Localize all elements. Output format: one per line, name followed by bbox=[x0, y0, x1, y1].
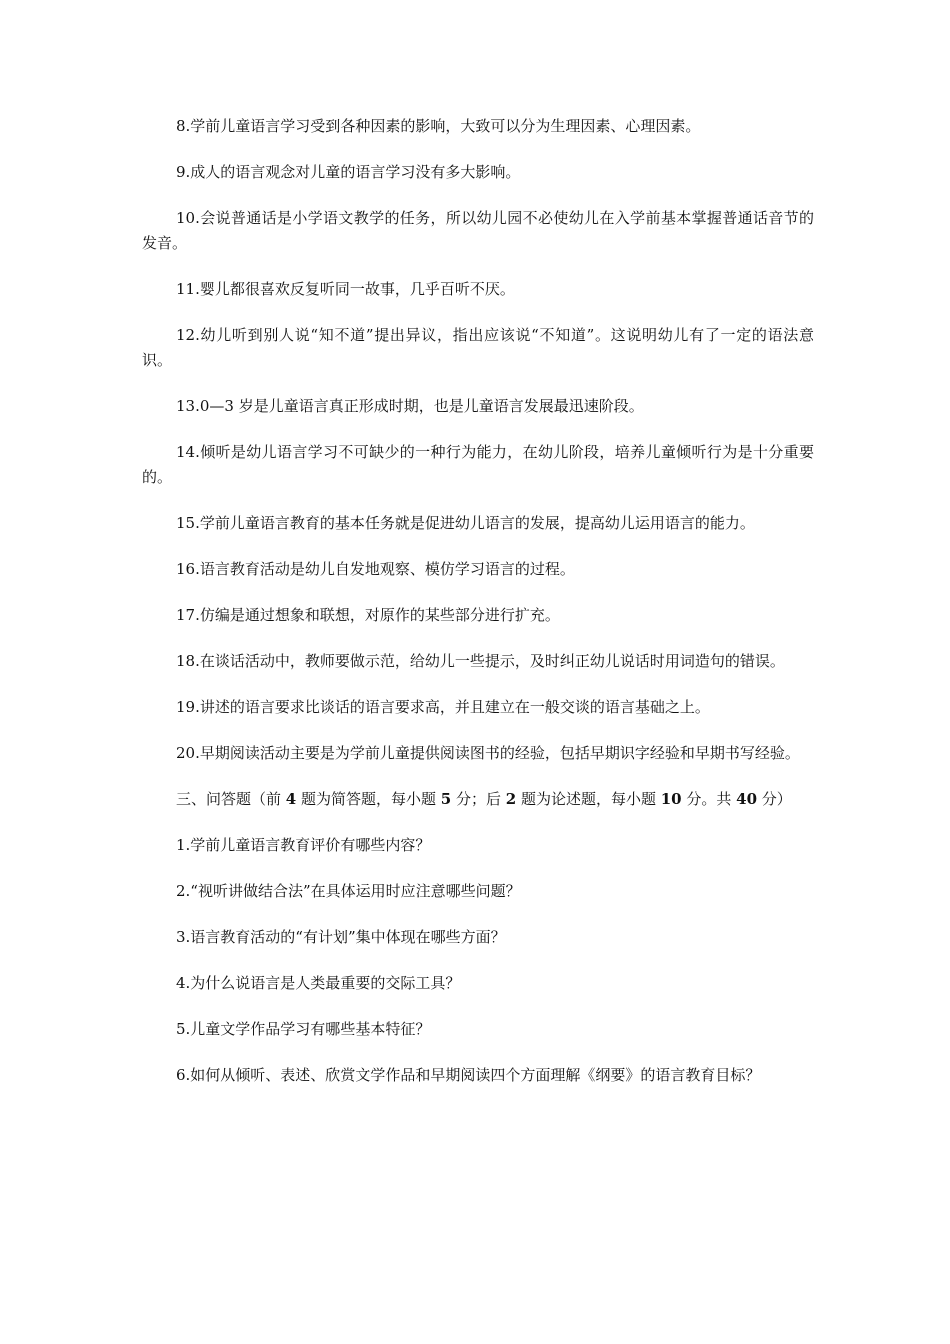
true-false-item-19: 19.讲述的语言要求比谈话的语言要求高，并且建立在一般交谈的语言基础之上。 bbox=[176, 698, 710, 716]
section-3-heading-text: 分；后 bbox=[451, 790, 506, 808]
true-false-item-11: 11.婴儿都很喜欢反复听同一故事，几乎百听不厌。 bbox=[176, 280, 515, 298]
question-3: 3.语言教育活动的“有计划”集中体现在哪些方面？ bbox=[176, 928, 506, 946]
true-false-item-13: 13.0—3 岁是儿童语言真正形成时期，也是儿童语言发展最迅速阶段。 bbox=[176, 397, 644, 415]
section-3-heading-text: 分） bbox=[757, 790, 792, 808]
section-3-heading-text: 三、问答题（前 bbox=[176, 790, 286, 808]
section-3-heading-text: 分。共 bbox=[681, 790, 737, 808]
section-3-total-score: 40 bbox=[736, 790, 758, 808]
true-false-item-14: 14.倾听是幼儿语言学习不可缺少的一种行为能力，在幼儿阶段，培养儿童倾听行为是十分重要的。 bbox=[142, 443, 814, 486]
true-false-item-12: 12.幼儿听到别人说“知不道”提出异议，指出应该说“不知道”。这说明幼儿有了一定的语法意识。 bbox=[142, 326, 814, 369]
question-2: 2.“视听讲做结合法”在具体运用时应注意哪些问题？ bbox=[176, 882, 521, 900]
true-false-item-16: 16.语言教育活动是幼儿自发地观察、模仿学习语言的过程。 bbox=[176, 560, 575, 578]
question-1: 1.学前儿童语言教育评价有哪些内容？ bbox=[176, 836, 431, 854]
section-3-count-essay: 2 bbox=[505, 790, 517, 808]
section-3-heading bbox=[142, 787, 814, 812]
section-3-count-short: 4 bbox=[285, 790, 297, 808]
true-false-item-8: 8.学前儿童语言学习受到各种因素的影响，大致可以分为生理因素、心理因素。 bbox=[176, 117, 701, 135]
section-3-score-short: 5 bbox=[440, 790, 452, 808]
document-content bbox=[142, 114, 814, 1109]
section-3-score-essay: 10 bbox=[660, 790, 682, 808]
true-false-item-10: 10.会说普通话是小学语文教学的任务，所以幼儿园不必使幼儿在入学前基本掌握普通话音节的发音。 bbox=[142, 209, 814, 252]
true-false-item-9: 9.成人的语言观念对儿童的语言学习没有多大影响。 bbox=[176, 163, 521, 181]
question-6: 6.如何从倾听、表述、欣赏文学作品和早期阅读四个方面理解《纲要》的语言教育目标？ bbox=[176, 1066, 761, 1084]
question-5: 5.儿童文学作品学习有哪些基本特征？ bbox=[176, 1020, 431, 1038]
true-false-item-18: 18.在谈话活动中，教师要做示范，给幼儿一些提示，及时纠正幼儿说话时用词造句的错误。 bbox=[176, 652, 785, 670]
true-false-item-17: 17.仿编是通过想象和联想，对原作的某些部分进行扩充。 bbox=[176, 606, 560, 624]
true-false-item-15: 15.学前儿童语言教育的基本任务就是促进幼儿语言的发展，提高幼儿运用语言的能力。 bbox=[176, 514, 755, 532]
question-4: 4.为什么说语言是人类最重要的交际工具？ bbox=[176, 974, 461, 992]
section-3-heading-text: 题为论述题，每小题 bbox=[516, 790, 661, 808]
true-false-item-20: 20.早期阅读活动主要是为学前儿童提供阅读图书的经验，包括早期识字经验和早期书写经验。 bbox=[176, 744, 800, 762]
section-3-heading-text: 题为简答题，每小题 bbox=[296, 790, 441, 808]
